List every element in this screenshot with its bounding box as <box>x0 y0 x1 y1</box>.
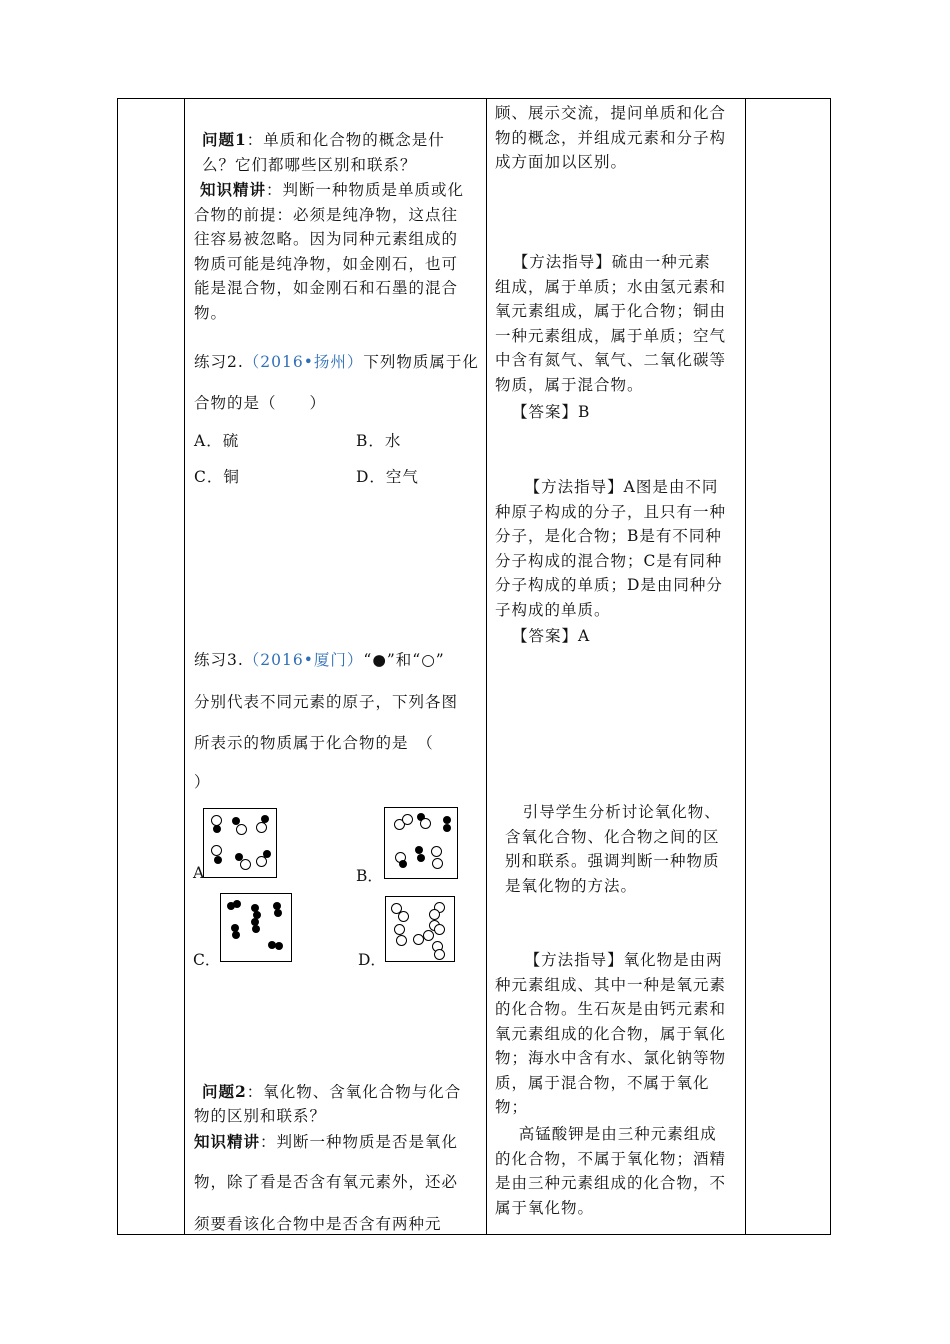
black-atom <box>274 909 282 917</box>
method-guide-1: 【方法指导】硫由一种元素 组成，属于单质；水由氢元素和 氧元素组成，属于化合物；铜由 一种元素组成，属于单质；空气 中含有氮气、氧气、二氧化碳等 物质，属于混合物。 <box>495 253 727 394</box>
black-atom <box>415 846 423 854</box>
exercise-2: 练习2.（2016•扬州）下列物质属于化 <box>194 353 479 371</box>
black-atom <box>399 860 407 868</box>
exercise-3-source: （2016•厦门） <box>243 651 364 669</box>
white-atom <box>423 930 434 941</box>
question-2-line2: 物的区别和联系？ <box>194 1107 327 1125</box>
knowledge-2-line2: 物，除了看是否含有氧元素外，还必 <box>194 1173 459 1191</box>
white-atom <box>434 924 445 935</box>
knowledge-1-label: 知识精讲 <box>199 180 266 199</box>
teacher-intro: 顾、展示交流，提问单质和化合 物的概念，并组成元素和分子构 成方面加以区别。 <box>495 104 727 171</box>
black-atom <box>417 854 425 862</box>
black-atom <box>263 850 271 858</box>
diagram-c-box <box>220 893 292 962</box>
white-atom <box>256 822 267 833</box>
exercise-3-line4: ） <box>194 773 211 791</box>
question-2-label: 问题2 <box>202 1082 247 1101</box>
diagram-b-box <box>384 807 458 879</box>
exercise-3-line3: 所表示的物质属于化合物的是 （ <box>194 734 434 752</box>
knowledge-2-label: 知识精讲 <box>194 1132 261 1151</box>
black-atom <box>232 931 240 939</box>
exercise-3: 练习3.（2016•厦门）“●”和“○” <box>194 651 445 669</box>
white-atom <box>420 818 431 829</box>
white-atom <box>398 911 409 922</box>
black-atom <box>213 825 221 833</box>
exercise-2-option-a: A．硫 <box>194 432 240 450</box>
method-guide-4: 高锰酸钾是由三种元素组成 的化合物，不属于氧化物；酒精 是由三种元素组成的化合物，不 属于氧化物。 <box>495 1125 727 1217</box>
diagram-a-box <box>203 808 277 878</box>
exercise-2-source: （2016•扬州） <box>243 353 364 371</box>
white-atom <box>434 949 445 960</box>
exercise-2-option-b: B．水 <box>356 432 402 450</box>
question-1: 问题1：单质和化合物的概念是什 么？它们都哪些区别和联系？ <box>202 130 445 174</box>
diagram-d-box <box>385 896 455 962</box>
white-atom <box>402 814 413 825</box>
method-guide-2: 【方法指导】A图是由不同 种原子构成的分子，且只有一种 分子，是化合物；B是有不同种 分子构成的混合物；C是有同种 分子构成的单质；D是由同种分 子构成的单质。 <box>495 478 727 619</box>
white-atom <box>396 935 407 946</box>
question-1-label: 问题1 <box>202 130 247 149</box>
white-atom <box>236 824 247 835</box>
white-atom <box>429 909 440 920</box>
question-2: 问题2：氧化物、含氧化合物与化合 <box>202 1082 462 1101</box>
white-atom <box>394 924 405 935</box>
diagram-d-label: D． <box>358 951 386 969</box>
black-atom <box>443 824 451 832</box>
answer-2: 【答案】A <box>512 627 591 645</box>
column-divider-1 <box>184 98 185 1235</box>
column-divider-3 <box>745 98 746 1235</box>
white-atom <box>240 859 251 870</box>
knowledge-2: 知识精讲：判断一种物质是否是氧化 <box>194 1132 459 1151</box>
black-atom <box>443 816 451 824</box>
knowledge-2-line3: 须要看该化合物中是否含有两种元 <box>194 1215 442 1233</box>
answer-1: 【答案】B <box>512 403 591 421</box>
exercise-2-line2: 合物的是（ ） <box>194 394 327 412</box>
diagram-c-label: C． <box>193 951 221 969</box>
diagram-a-label: A <box>193 864 205 882</box>
exercise-3-line2: 分别代表不同元素的原子，下列各图 <box>194 693 459 711</box>
white-atom <box>432 858 443 869</box>
exercise-2-option-d: D．空气 <box>356 468 419 486</box>
white-atom <box>211 845 222 856</box>
teacher-guide: 引导学生分析讨论氧化物、 含氧化合物、化合物之间的区 别和联系。强调判断一种物质 是氧化物的方法。 <box>505 803 721 895</box>
diagram-b-label: B． <box>356 867 383 885</box>
white-atom <box>431 846 442 857</box>
exercise-2-option-c: C．铜 <box>194 468 240 486</box>
black-atom <box>214 856 222 864</box>
method-guide-3: 【方法指导】氧化物是由两 种元素组成、其中一种是氧元素 的化合物。生石灰是由钙元素和 氧元素组成的化合物，属于氧化 物；海水中含有水、氯化钠等物 质，属于混合物，不属于氧化 物； <box>495 951 727 1116</box>
column-divider-2 <box>486 98 487 1235</box>
black-atom <box>275 942 283 950</box>
knowledge-1: 知识精讲：判断一种物质是单质或化 合物的前提：必须是纯净物，这点往 往容易被忽略。因为同种元素组成的 物质可能是纯净物，如金刚石，也可 能是混合物，如金刚石和石墨的混合 物。 <box>194 180 464 322</box>
black-atom <box>252 925 260 933</box>
black-atom <box>233 900 241 908</box>
